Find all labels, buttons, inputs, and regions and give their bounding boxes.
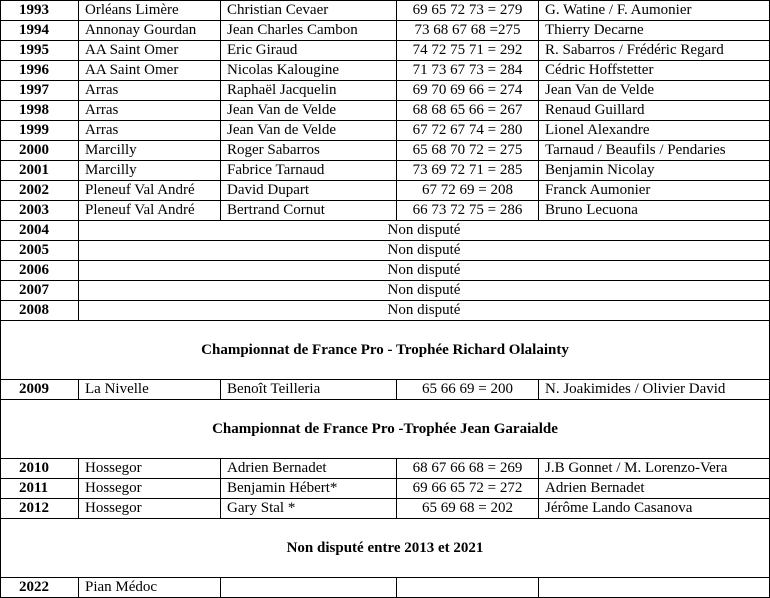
winner-cell: Raphaël Jacquelin [221,81,397,101]
score-cell: 71 73 67 73 = 284 [397,61,539,81]
year-cell: 2006 [1,261,79,281]
section-gap-heading: Non disputé entre 2013 et 2021 [1,519,770,578]
year-cell: 2000 [1,141,79,161]
club-cell: Annonay Gourdan [79,21,221,41]
score-cell: 73 68 67 68 =275 [397,21,539,41]
score-cell: 73 69 72 71 = 285 [397,161,539,181]
table-row [1,241,770,261]
winner-cell: Fabrice Tarnaud [221,161,397,181]
winner-cell: Gary Stal * [221,499,397,519]
club-cell: Pian Médoc [79,578,221,598]
year-cell: 1998 [1,101,79,121]
year-cell: 2005 [1,241,79,261]
table-row [1,41,770,61]
club-cell: Arras [79,121,221,141]
section-gap [1,519,770,578]
year-cell: 2009 [1,380,79,400]
section-garaialde [1,400,770,459]
year-cell: 1996 [1,61,79,81]
table-row [1,578,770,598]
table-row [1,161,770,181]
table-row [1,141,770,161]
merged-cell: Non disputé [79,241,770,261]
table-row [1,181,770,201]
year-cell: 2003 [1,201,79,221]
score-cell: 65 66 69 = 200 [397,380,539,400]
year-cell: 2010 [1,459,79,479]
runners-cell: Renaud Guillard [539,101,770,121]
year-cell: 2012 [1,499,79,519]
score-cell: 74 72 75 71 = 292 [397,41,539,61]
club-cell: AA Saint Omer [79,41,221,61]
runners-cell: Adrien Bernadet [539,479,770,499]
club-cell: Arras [79,81,221,101]
merged-cell: Non disputé [79,261,770,281]
year-cell: 1999 [1,121,79,141]
club-cell: Hossegor [79,459,221,479]
year-cell: 2001 [1,161,79,181]
runners-cell: Franck Aumonier [539,181,770,201]
club-cell: Hossegor [79,479,221,499]
winner-cell [221,578,397,598]
table-row [1,121,770,141]
runners-cell: Lionel Alexandre [539,121,770,141]
winner-cell: Christian Cevaer [221,1,397,21]
club-cell: Hossegor [79,499,221,519]
runners-cell: Tarnaud / Beaufils / Pendaries [539,141,770,161]
winner-cell: Jean Van de Velde [221,121,397,141]
table-row [1,281,770,301]
winner-cell: Eric Giraud [221,41,397,61]
table-row [1,499,770,519]
club-cell: Marcilly [79,161,221,181]
table-row [1,301,770,321]
club-cell: Pleneuf Val André [79,181,221,201]
winner-cell: David Dupart [221,181,397,201]
score-cell [397,578,539,598]
table-row [1,261,770,281]
year-cell: 2011 [1,479,79,499]
score-cell: 68 67 66 68 = 269 [397,459,539,479]
winner-cell: Bertrand Cornut [221,201,397,221]
score-cell: 69 66 65 72 = 272 [397,479,539,499]
score-cell: 69 70 69 66 = 274 [397,81,539,101]
club-cell: Pleneuf Val André [79,201,221,221]
table-row [1,201,770,221]
table-row [1,221,770,241]
runners-cell [539,578,770,598]
runners-cell: J.B Gonnet / M. Lorenzo-Vera [539,459,770,479]
winner-cell: Benjamin Hébert* [221,479,397,499]
score-cell: 65 68 70 72 = 275 [397,141,539,161]
runners-cell: Jean Van de Velde [539,81,770,101]
merged-cell: Non disputé [79,221,770,241]
winner-cell: Nicolas Kalougine [221,61,397,81]
score-cell: 67 72 69 = 208 [397,181,539,201]
runners-cell: Jérôme Lando Casanova [539,499,770,519]
year-cell: 2002 [1,181,79,201]
runners-cell: N. Joakimides / Olivier David [539,380,770,400]
club-cell: Arras [79,101,221,121]
runners-cell: Thierry Decarne [539,21,770,41]
year-cell: 1997 [1,81,79,101]
club-cell: Orléans Limère [79,1,221,21]
winner-cell: Jean Van de Velde [221,101,397,121]
section-olalainty-heading: Championnat de France Pro - Trophée Richard Olalainty [1,321,770,380]
year-cell: 1993 [1,1,79,21]
club-cell: AA Saint Omer [79,61,221,81]
score-cell: 66 73 72 75 = 286 [397,201,539,221]
table-row [1,81,770,101]
score-cell: 65 69 68 = 202 [397,499,539,519]
table-row [1,479,770,499]
table-row [1,1,770,21]
table-row [1,459,770,479]
runners-cell: Benjamin Nicolay [539,161,770,181]
table-row [1,101,770,121]
year-cell: 1995 [1,41,79,61]
club-cell: La Nivelle [79,380,221,400]
merged-cell: Non disputé [79,281,770,301]
score-cell: 69 65 72 73 = 279 [397,1,539,21]
year-cell: 1994 [1,21,79,41]
table-row [1,61,770,81]
merged-cell: Non disputé [79,301,770,321]
year-cell: 2022 [1,578,79,598]
winner-cell: Roger Sabarros [221,141,397,161]
runners-cell: G. Watine / F. Aumonier [539,1,770,21]
year-cell: 2007 [1,281,79,301]
score-cell: 68 68 65 66 = 267 [397,101,539,121]
table-row [1,21,770,41]
winner-cell: Adrien Bernadet [221,459,397,479]
section-garaialde-heading: Championnat de France Pro -Trophée Jean Garaialde [1,400,770,459]
club-cell: Marcilly [79,141,221,161]
year-cell: 2008 [1,301,79,321]
winner-cell: Jean Charles Cambon [221,21,397,41]
section-olalainty [1,321,770,380]
runners-cell: R. Sabarros / Frédéric Regard [539,41,770,61]
runners-cell: Bruno Lecuona [539,201,770,221]
table-row [1,380,770,400]
runners-cell: Cédric Hoffstetter [539,61,770,81]
year-cell: 2004 [1,221,79,241]
winner-cell: Benoît Teilleria [221,380,397,400]
score-cell: 67 72 67 74 = 280 [397,121,539,141]
